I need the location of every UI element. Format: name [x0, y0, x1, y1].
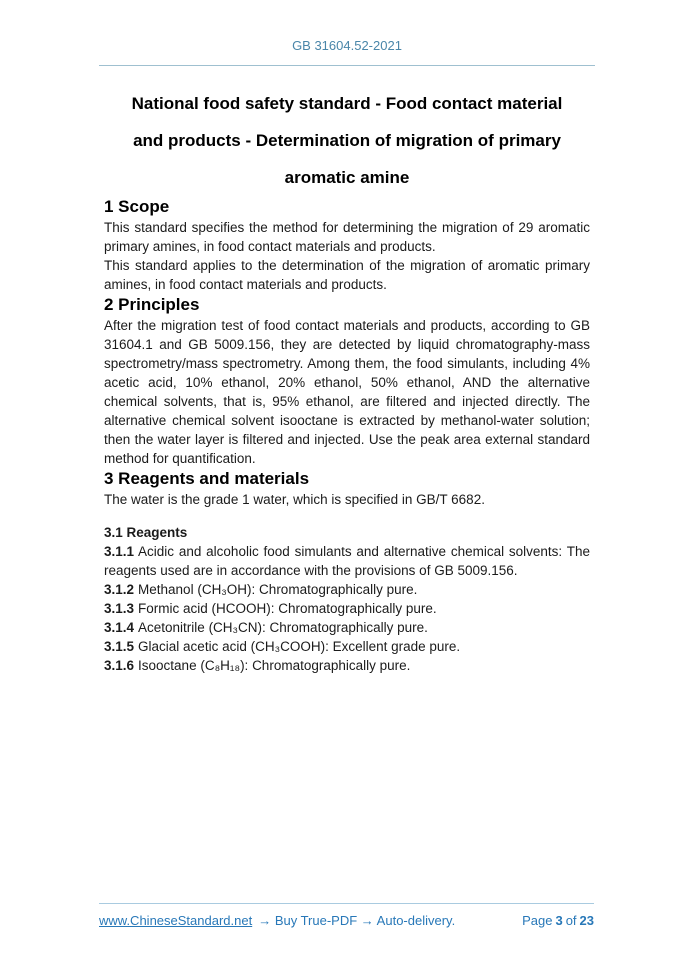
- document-title-line-3: aromatic amine: [284, 168, 410, 187]
- document-title: [104, 85, 590, 196]
- page-indicator: [522, 913, 594, 929]
- reagent-item-text: Acetonitrile (CH₃CN): Chromatographically pure.: [138, 620, 428, 635]
- reagent-item-text: Methanol (CH₃OH): Chromatographically pure.: [138, 582, 418, 597]
- reagent-item: [104, 599, 590, 618]
- header-standard-code: GB 31604.52-2021: [292, 38, 402, 53]
- page-current: 3: [555, 913, 563, 928]
- reagent-item: [104, 637, 590, 656]
- footer-left: [99, 913, 455, 929]
- scope-paragraph-1: This standard specifies the method for determining the migration of 29 aromatic primary amines, in food contact materials and products.: [104, 220, 590, 254]
- scope-paragraph-2: This standard applies to the determination of the migration of aromatic primary amines, in food contact materials and products.: [104, 258, 590, 292]
- page-content: [0, 38, 693, 675]
- reagent-item-text: Isooctane (C₈H₁₈): Chromatographically pure.: [138, 658, 411, 673]
- reagent-item-text: Acidic and alcoholic food simulants and alternative chemical solvents: The reagents used are in accordance with the provisions of GB 5009.156.: [104, 544, 590, 578]
- reagent-item-text: Glacial acetic acid (CH₃COOH): Excellent grade pure.: [138, 639, 461, 654]
- reagent-item-number: 3.1.6: [104, 658, 135, 673]
- header-rule: [99, 65, 595, 66]
- document-title-line-1: National food safety standard - Food contact material: [131, 94, 563, 113]
- section-heading-reagents: 3 Reagents and materials: [104, 469, 310, 488]
- reagent-item-number: 3.1.5: [104, 639, 135, 654]
- footer-tagline: → Buy True-PDF → Auto-delivery.: [258, 913, 456, 928]
- section-heading-principles: 2 Principles: [104, 295, 200, 314]
- reagent-item: [104, 542, 590, 580]
- page-label: Page: [522, 913, 553, 928]
- principles-paragraph: After the migration test of food contact materials and products, according to GB 31604.1 and GB 5009.156, they are detected by liquid chromatography-mass spectrometry/mass spectrometry. Among them, the food simulants, including 4% acetic acid, 10% ethanol, 20% ethanol, 50% ethanol, AND the alternative chemical solvents, that is, 95% ethanol, are filtered and injected directly. The alternative chemical solvent isooctane is extracted by methanol-water solution; then the water layer is filtered and injected. Use the peak area external standard method for quantification.: [104, 318, 590, 466]
- reagents-intro-paragraph: The water is the grade 1 water, which is specified in GB/T 6682.: [104, 492, 485, 507]
- reagent-item-number: 3.1.4: [104, 620, 135, 635]
- reagent-item-number: 3.1.3: [104, 601, 135, 616]
- page-total: 23: [579, 913, 594, 928]
- reagent-item-number: 3.1.2: [104, 582, 135, 597]
- section-heading-scope: 1 Scope: [104, 197, 170, 216]
- reagent-item-text: Formic acid (HCOOH): Chromatographically pure.: [138, 601, 437, 616]
- reagent-item: [104, 618, 590, 637]
- reagent-item: [104, 656, 590, 675]
- footer-link[interactable]: www.ChineseStandard.net: [99, 913, 253, 928]
- subsection-heading-reagents: 3.1 Reagents: [104, 525, 188, 540]
- page-footer: [99, 903, 594, 929]
- document-title-line-2: and products - Determination of migration of primary: [133, 131, 561, 150]
- reagent-item-number: 3.1.1: [104, 544, 135, 559]
- page-of-label: of: [565, 913, 577, 928]
- reagent-item: [104, 580, 590, 599]
